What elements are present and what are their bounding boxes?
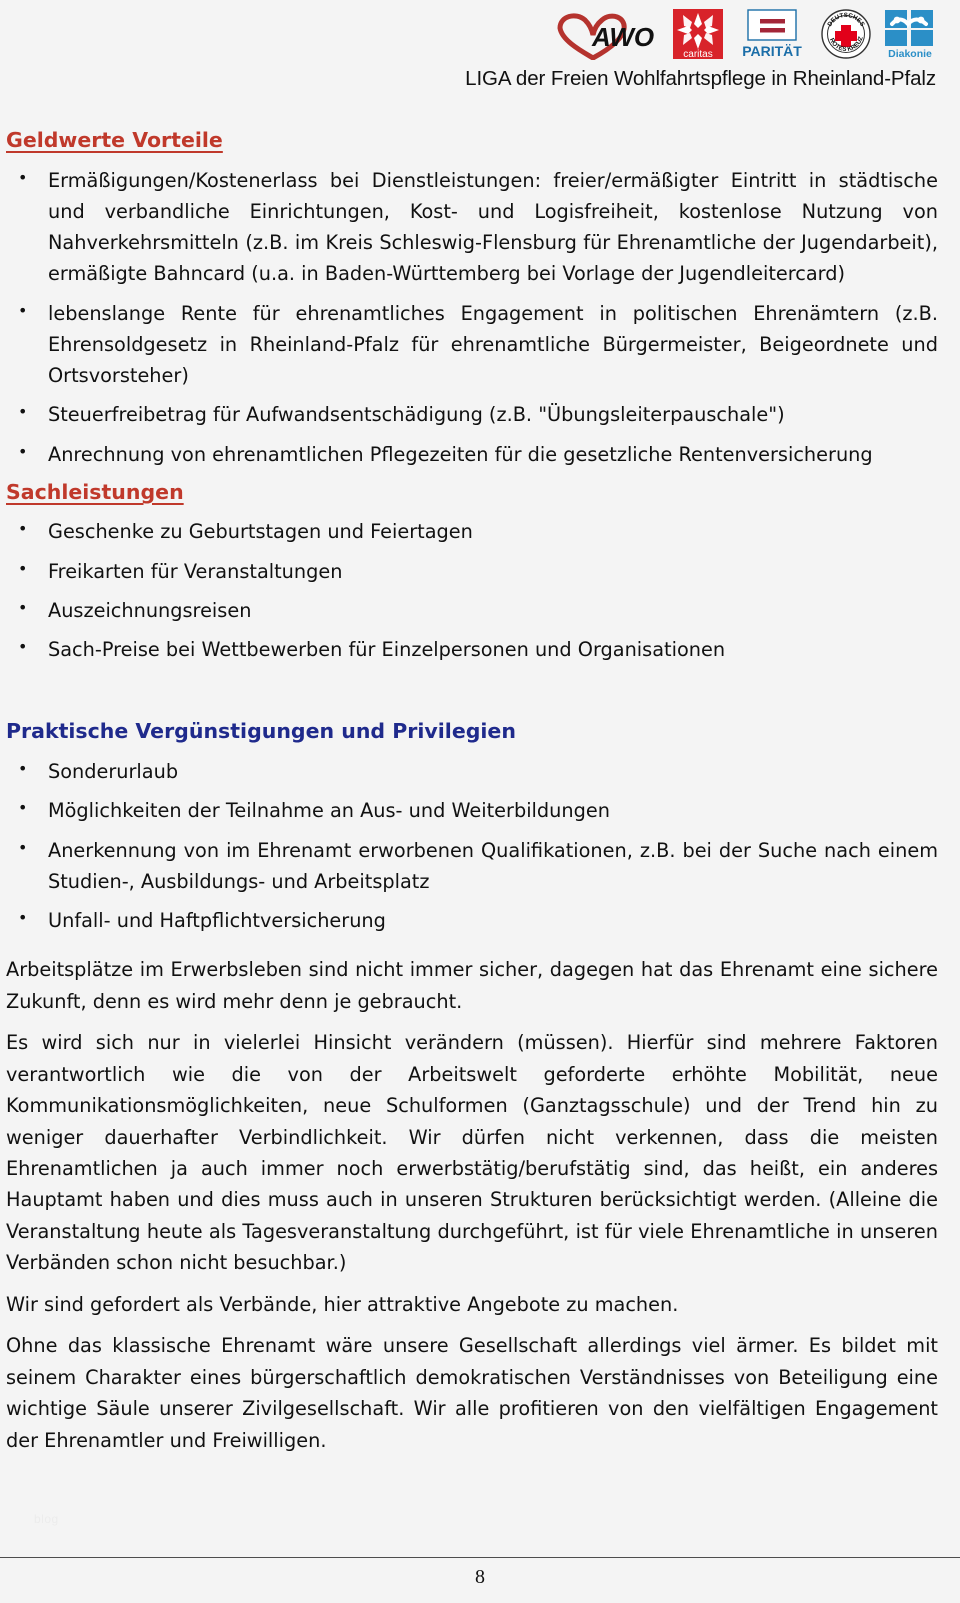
bullet-list-praktische-verguenstigungen: [6, 756, 938, 936]
list-item: • Ermäßigungen/Kostenerlass bei Dienstleistungen: freier/ermäßigter Eintritt in städtische und verbandliche Einrichtungen, Kost- und Logisfreiheit, kostenlose Nutzung von Nahverkehrsmitteln (z.B. im Kreis Schleswig-Flensburg für Ehrenamtliche der Jugendarbeit), ermäßigte Bahncard (u.a. in Baden-Württemberg bei Vorlage der Jugendleitercard): [6, 165, 938, 290]
header-organization-line: LIGA der Freien Wohlfahrtspflege in Rheinland-Pfalz: [465, 67, 936, 90]
list-item: • Unfall- und Haftpflichtversicherung: [6, 905, 938, 936]
list-item: • lebenslange Rente für ehrenamtliches Engagement in politischen Ehrenämtern (z.B. Ehrensoldgesetz in Rheinland-Pfalz für ehrenamtliche Bürgermeister, Beigeordnete und Ortsvorsteher): [6, 298, 938, 392]
section-heading-praktische-verguenstigungen: Praktische Vergünstigungen und Privilegien: [6, 719, 516, 744]
list-item: • Geschenke zu Geburtstagen und Feiertagen: [6, 516, 938, 547]
list-item: • Anrechnung von ehrenamtlichen Pflegezeiten für die gesetzliche Rentenversicherung: [6, 439, 938, 470]
list-item: • Freikarten für Veranstaltungen: [6, 556, 938, 587]
list-item: • Sonderurlaub: [6, 756, 938, 787]
section-heading-geldwerte-vorteile: Geldwerte Vorteile: [6, 128, 223, 152]
paragraph: Es wird sich nur in vielerlei Hinsicht verändern (müssen). Hierfür sind mehrere Faktoren verantwortlich wie die von der Arbeitswelt geforderte erhöhte Mobilität, neue Kommunikationsmöglichkeiten, neue Schulformen (Ganztagsschule) und der Trend hin zu weniger dauerhafter Verbindlichkeit. Wir dürfen nicht verkennen, dass die meisten Ehrenamtlichen ja auch immer noch erwerbstätig/berufstätig sind, das heißt, ein anderes Hauptamt haben und dies muss auch in unseren Strukturen berücksichtigt werden. (Alleine die Veranstaltung heute als Tagesveranstaltung durchgeführt, ist für viele Ehrenamtliche in unseren Verbänden schon nicht besuchbar.): [6, 1031, 938, 1275]
logo-strip: [0, 6, 938, 62]
document-body: [6, 128, 938, 1456]
paragraph: Arbeitsplätze im Erwerbsleben sind nicht immer sicher, dagegen hat das Ehrenamt eine sichere Zukunft, denn es wird mehr denn je gebraucht.: [6, 958, 938, 1013]
svg-text:PARITÄT: PARITÄT: [742, 43, 802, 59]
spacer: [6, 470, 938, 480]
paragraph: Wir sind gefordert als Verbände, hier attraktive Angebote zu machen.: [6, 1292, 679, 1316]
paritaet-logo: [734, 8, 810, 60]
awo-logo: [552, 8, 662, 60]
svg-text:DEUTSCHES: DEUTSCHES: [826, 11, 866, 28]
deutsches-rotes-kreuz-logo: [820, 8, 872, 60]
caritas-logo: [672, 8, 724, 60]
list-item: • Auszeichnungsreisen: [6, 595, 938, 626]
list-item: • Steuerfreibetrag für Aufwandsentschädigung (z.B. "Übungsleiterpauschale"): [6, 399, 938, 430]
diakonie-logo: [882, 8, 938, 60]
svg-text:caritas: caritas: [683, 49, 713, 60]
paragraph: Ohne das klassische Ehrenamt wäre unsere Gesellschaft allerdings viel ärmer. Es bildet mit seinem Charakter eines bürgerschaftlich demokratischen Verständnisses von Beteiligung eine wichtige Säule unserer Zivilgesellschaft. Wir alle profitieren von den vielfältigen Engagement der Ehrenamtler und Freiwilligen.: [6, 1334, 938, 1452]
bullet-list-geldwerte-vorteile: [6, 165, 938, 470]
list-item: • Möglichkeiten der Teilnahme an Aus- und Weiterbildungen: [6, 795, 938, 826]
page-header: [0, 0, 960, 112]
section-heading-sachleistungen: Sachleistungen: [6, 479, 184, 504]
bullet-list-sachleistungen: [6, 516, 938, 665]
watermark: blog: [34, 1512, 59, 1526]
svg-text:AWO: AWO: [592, 22, 655, 52]
list-item: • Sach-Preise bei Wettbewerben für Einzelpersonen und Organisationen: [6, 634, 938, 665]
spacer: [6, 936, 938, 954]
footer-divider: [0, 1557, 960, 1558]
page-number: 8: [475, 1566, 485, 1588]
svg-text:ROTES KREUZ: ROTES KREUZ: [827, 35, 865, 54]
list-item: • Anerkennung von im Ehrenamt erworbenen Qualifikationen, z.B. bei der Suche nach einem Studien-, Ausbildungs- und Arbeitsplatz: [6, 835, 938, 898]
svg-text:Diakonie: Diakonie: [888, 48, 932, 60]
